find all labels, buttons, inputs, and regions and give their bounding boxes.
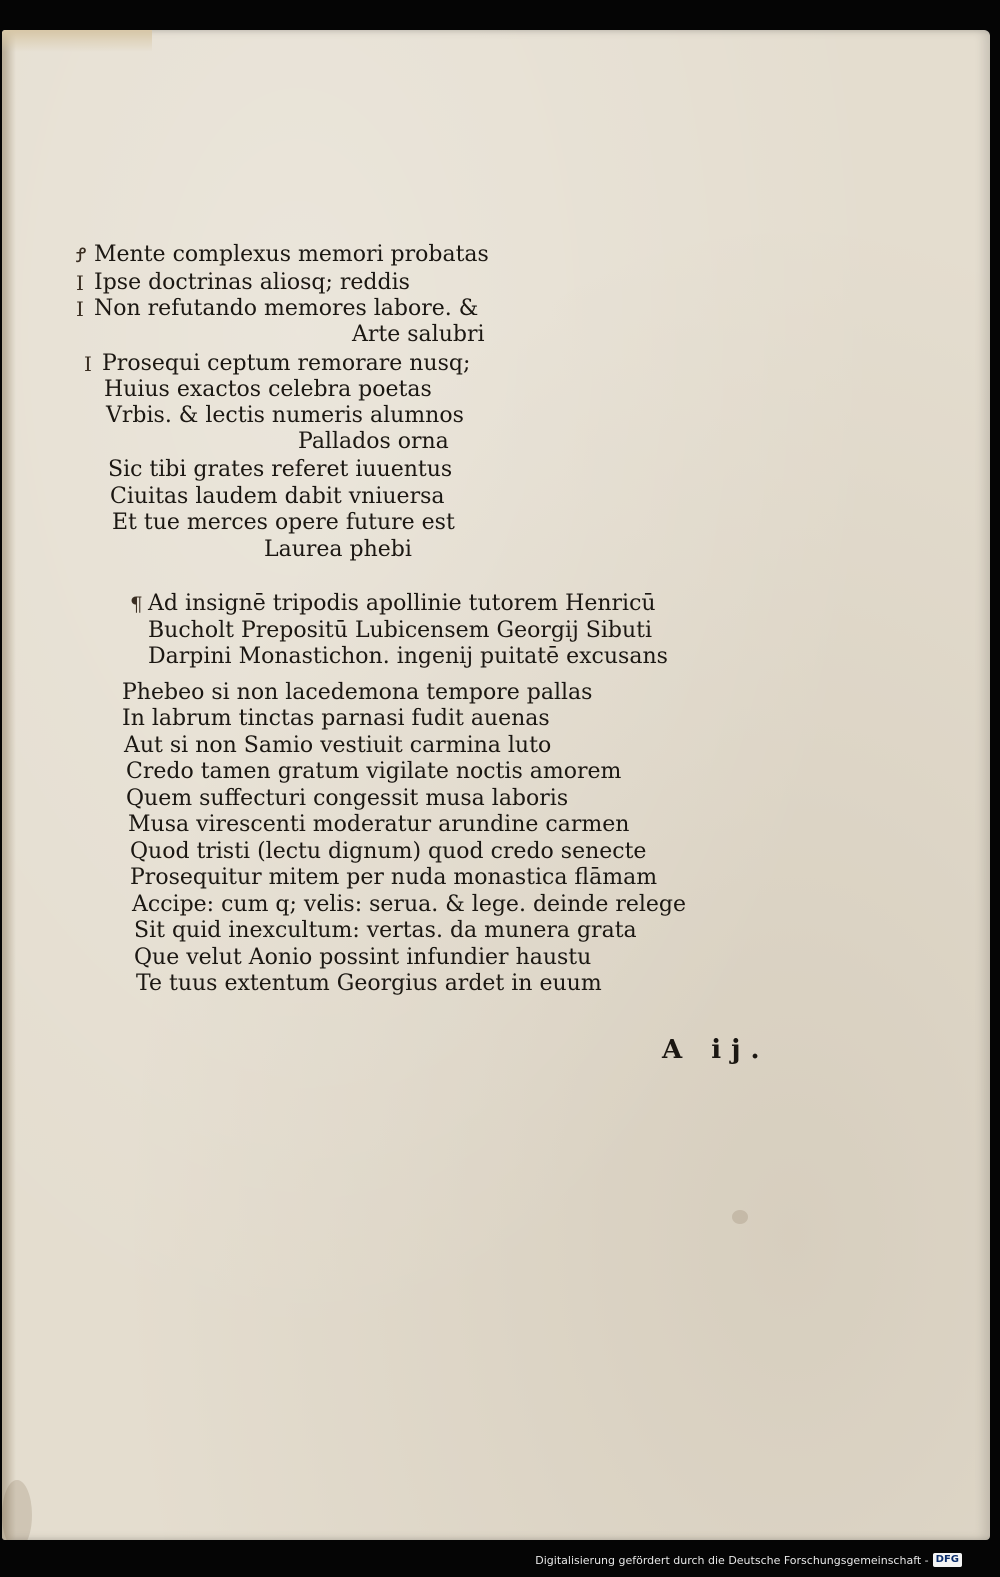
line-marker: ¶ [130, 592, 143, 616]
text-line: Mente complexus memori probatas [94, 242, 489, 267]
page-binding-edge [2, 30, 16, 1540]
text-line: Sic tibi grates referet iuuentus [108, 457, 453, 482]
page-smudge [732, 1210, 748, 1224]
footer-credit-text: Digitalisierung gefördert durch die Deutsche Forschungsgemeinschaft - [535, 1553, 929, 1567]
text-line: Accipe: cum q; velis: serua. & lege. deinde relege [132, 892, 687, 917]
text-line: Sit quid inexcultum: vertas. da munera grata [134, 918, 637, 943]
text-line: Laurea phebi [264, 537, 412, 562]
text-line: Prosequi ceptum remorare nusq; [102, 351, 471, 376]
text-line: Aut si non Samio vestiuit carmina luto [124, 733, 552, 758]
text-line: Phebeo si non lacedemona tempore pallas [122, 680, 593, 705]
text-line: Credo tamen gratum vigilate noctis amorem [126, 759, 622, 784]
line-marker: I [76, 271, 84, 295]
text-line: Ad insignē tripodis apollinie tutorem Henricū [148, 591, 656, 616]
text-line: Arte salubri [352, 322, 485, 347]
text-line: Musa virescenti moderatur arundine carmen [128, 812, 630, 837]
text-line: Vrbis. & lectis numeris alumnos [106, 403, 464, 428]
text-line: Et tue merces opere future est [112, 510, 455, 535]
dfg-logo-icon: DFG [933, 1553, 962, 1567]
digitization-footer [535, 1551, 962, 1569]
text-line: Que velut Aonio possint infundier haustu [134, 945, 592, 970]
text-line: Ipse doctrinas aliosq; reddis [94, 270, 410, 295]
text-line: Huius exactos celebra poetas [104, 377, 432, 402]
text-line: Quem suffecturi congessit musa laboris [126, 786, 569, 811]
text-line: Pallados orna [298, 429, 449, 454]
page-top-stain [2, 30, 152, 52]
line-marker: I [84, 352, 92, 376]
text-line: Darpini Monastichon. ingenij puitatē excusans [148, 644, 668, 669]
line-marker: Ꝭ [76, 243, 87, 267]
text-line: In labrum tinctas parnasi fudit auenas [122, 706, 550, 731]
text-line: Ciuitas laudem dabit vniuersa [110, 484, 445, 509]
text-line: Quod tristi (lectu dignum) quod credo senecte [130, 839, 647, 864]
text-line: Te tuus extentum Georgius ardet in euum [136, 971, 602, 996]
book-page [2, 30, 990, 1540]
page-smudge [2, 1480, 32, 1540]
line-marker: I [76, 297, 84, 321]
text-line: Non refutando memores labore. & [94, 296, 479, 321]
text-line: Prosequitur mitem per nuda monastica flāmam [130, 865, 658, 890]
signature-mark: A ij. [662, 1035, 770, 1065]
text-line: Bucholt Prepositū Lubicensem Georgij Sibuti [148, 618, 653, 643]
